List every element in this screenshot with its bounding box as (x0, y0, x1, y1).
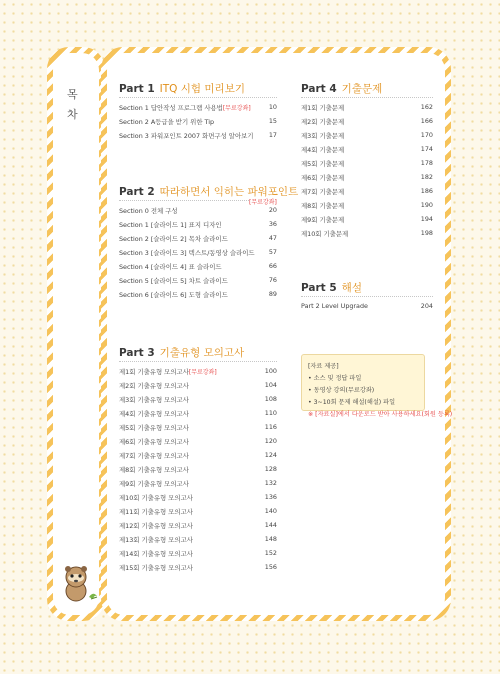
part1-title: ITQ 시험 미리보기 (159, 83, 245, 95)
toc-row[interactable]: 제5회 기출유형 모의고사 116 (119, 423, 277, 432)
toc-row[interactable]: 제1회 기출문제 162 (301, 103, 433, 112)
toc-row[interactable]: 제1회 기출유형 모의고사[무료강좌] 100 (119, 367, 277, 376)
part4-title: 기출문제 (341, 83, 383, 95)
part4-heading (301, 81, 382, 96)
main-frame (101, 47, 451, 621)
toc-row[interactable]: Section 1 답안작성 프로그램 사용법[무료강좌] 10 (119, 103, 277, 112)
toc-row[interactable]: 제7회 기출문제 186 (301, 187, 433, 196)
materials-line: • 소스 및 정답 파일 (308, 375, 362, 382)
toc-row[interactable]: 제8회 기출유형 모의고사 128 (119, 465, 277, 474)
toc-row[interactable]: 제13회 기출유형 모의고사 148 (119, 535, 277, 544)
toc-row[interactable]: 제11회 기출유형 모의고사 140 (119, 507, 277, 516)
toc-row[interactable]: 제2회 기출문제 166 (301, 117, 433, 126)
toc-row[interactable]: 제15회 기출유형 모의고사 156 (119, 563, 277, 572)
materials-heading: [자료 제공] (308, 363, 339, 370)
part1-heading (119, 81, 245, 96)
side-frame (47, 47, 105, 621)
materials-note-box (301, 354, 453, 418)
toc-row[interactable]: 제9회 기출문제 194 (301, 215, 433, 224)
free-lecture-badge: [무료강좌] (188, 369, 217, 376)
raccoon-mascot-icon (59, 563, 101, 605)
toc-row[interactable]: 제9회 기출유형 모의고사 132 (119, 479, 277, 488)
part4-rule (301, 97, 433, 98)
materials-note: ※ [자료실]에서 다운로드 받아 사용하세요(회원 등록) (308, 411, 453, 418)
toc-row[interactable]: 제6회 기출문제 182 (301, 173, 433, 182)
toc-row[interactable]: Section 1 [슬라이드 1] 표지 디자인 36 (119, 220, 277, 229)
toc-row[interactable]: 제10회 기출문제 198 (301, 229, 433, 238)
part3-label: Part 3 (119, 347, 155, 359)
toc-row[interactable]: Section 0 전체 구성 20 (119, 206, 277, 215)
toc-row[interactable]: 제5회 기출문제 178 (301, 159, 433, 168)
materials-line: • 3~10회 문제 해설(해설) 파일 (308, 399, 396, 406)
part1-label: Part 1 (119, 83, 155, 95)
toc-row[interactable]: Section 3 [슬라이드 3] 텍스트/동영상 슬라이드 57 (119, 248, 277, 257)
toc-row[interactable]: 제3회 기출문제 170 (301, 131, 433, 140)
part4-label: Part 4 (301, 83, 337, 95)
toc-row[interactable]: 제2회 기출유형 모의고사 104 (119, 381, 277, 390)
toc-row[interactable]: Section 4 [슬라이드 4] 표 슬라이드 66 (119, 262, 277, 271)
toc-row[interactable]: Section 6 [슬라이드 6] 도형 슬라이드 89 (119, 290, 277, 299)
part5-heading (301, 280, 362, 295)
toc-row[interactable]: 제4회 기출문제 174 (301, 145, 433, 154)
contents-char-1: 목 (67, 88, 78, 101)
toc-row[interactable]: Section 3 파워포인트 2007 화면구성 알아보기 17 (119, 131, 277, 140)
toc-row[interactable]: 제6회 기출유형 모의고사 120 (119, 437, 277, 446)
part1-rule (119, 97, 277, 98)
part3-heading (119, 345, 244, 360)
part2-label: Part 2 (119, 186, 155, 198)
toc-row[interactable]: 제3회 기출유형 모의고사 108 (119, 395, 277, 404)
materials-line: • 동영상 강의(무료강좌) (308, 387, 375, 394)
part5-rule (301, 296, 433, 297)
toc-row[interactable]: Section 2 [슬라이드 2] 목차 슬라이드 47 (119, 234, 277, 243)
toc-row[interactable]: Section 2 A등급을 받기 위한 Tip 15 (119, 117, 277, 126)
part3-title: 기출유형 모의고사 (159, 347, 245, 359)
part5-label: Part 5 (301, 282, 337, 294)
part5-title: 해설 (341, 282, 362, 294)
toc-row[interactable]: 제8회 기출문제 190 (301, 201, 433, 210)
part3-rule (119, 361, 277, 362)
free-lecture-badge: [무료강좌] (249, 199, 277, 206)
toc-row[interactable]: 제12회 기출유형 모의고사 144 (119, 521, 277, 530)
toc-row[interactable]: 제4회 기출유형 모의고사 110 (119, 409, 277, 418)
toc-row[interactable]: 제14회 기출유형 모의고사 152 (119, 549, 277, 558)
part2-rule (119, 200, 249, 201)
toc-row[interactable]: 제10회 기출유형 모의고사 136 (119, 493, 277, 502)
toc-row[interactable]: 제7회 기출유형 모의고사 124 (119, 451, 277, 460)
toc-row[interactable]: Part 2 Level Upgrade 204 (301, 302, 433, 310)
contents-char-2: 차 (67, 108, 78, 121)
toc-row[interactable]: Section 5 [슬라이드 5] 차트 슬라이드 76 (119, 276, 277, 285)
free-lecture-badge: [무료강좌] (222, 105, 251, 112)
part2-title: 따라하면서 익히는 파워포인트 (159, 186, 299, 198)
